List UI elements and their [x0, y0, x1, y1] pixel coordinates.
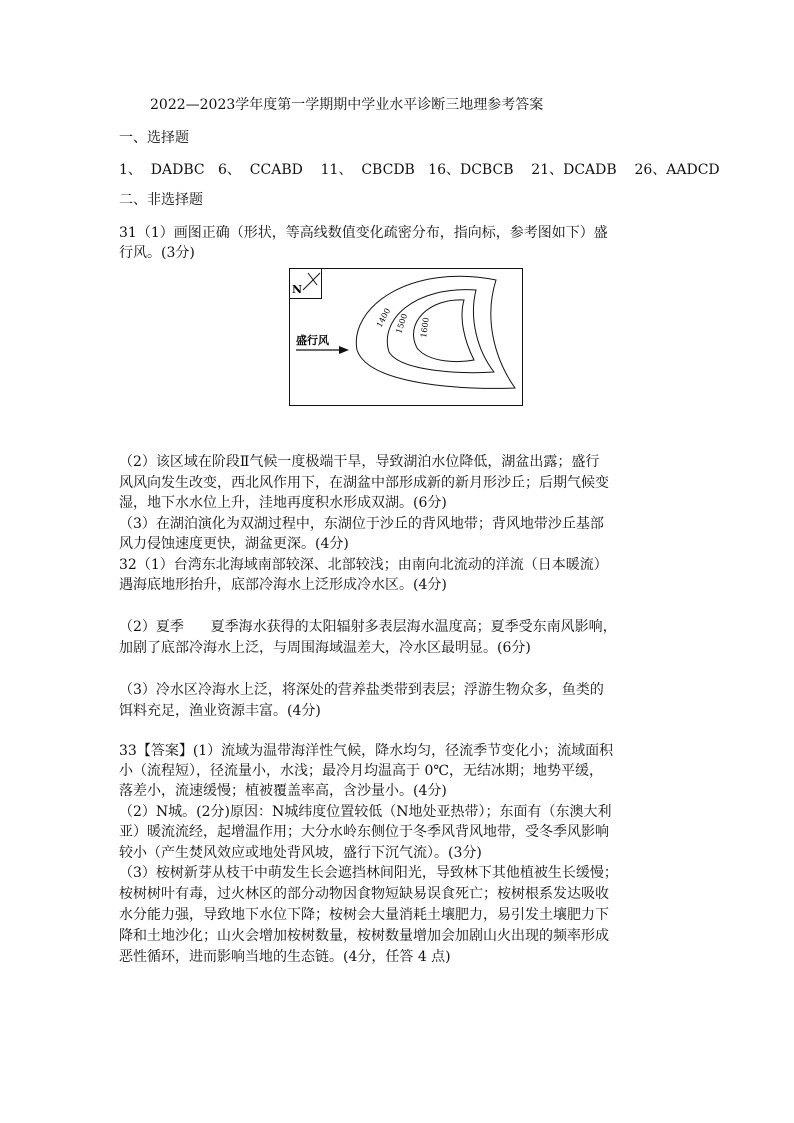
q33-line: 落差小，流速缓慢；植被覆盖率高，含沙量小。(4分) [119, 783, 447, 799]
contour-label-1500: 1500 [394, 312, 410, 335]
choice-answers: 1、 DADBC 6、 CCABD 11、 CBCDB 16、DCBCB 21、DCADB 26、AADCD [119, 162, 720, 178]
q33-line: 恶性循环，进而影响当地的生态链。(4分，任答 4 点) [119, 949, 451, 965]
q33-line: 小（流程短），径流量小，水浅；最冷月均温高于 0℃，无结冰期；地势平缓， [119, 763, 604, 779]
q31-2-line: 风风向发生改变，西北风作用下，在湖盆中部形成新的新月形沙丘；后期气候变 [119, 475, 609, 491]
q33-line: （3）桉树新芽从枝干中萌发生长会遮挡林间阳光，导致林下其他植被生长缓慢； [119, 865, 618, 881]
q33-line: 亚）暖流流经，起增温作用；大分水岭东侧位于冬季风背风地带，受冬季风影响 [119, 824, 609, 840]
q33-line: 桉树树叶有毒，过火林区的部分动物因食物短缺易误食死亡；桉树根系发达吸收 [119, 886, 609, 902]
q32-3-line: 饵料充足，渔业资源丰富。(4分) [119, 703, 321, 719]
q32-2-line: 加剧了底部冷海水上泛，与周围海域温差大，冷水区最明显。(6分) [119, 640, 531, 656]
q32-3-line: （3）冷水区冷海水上泛，将深处的营养盐类带到表层；浮游生物众多，鱼类的 [119, 682, 604, 698]
north-label: N [292, 283, 303, 296]
contour-label-1400: 1400 [374, 306, 393, 329]
q31-1-line: 31（1）画图正确（形状，等高线数值变化疏密分布，指向标，参考图如下）盛 [119, 225, 608, 241]
q31-2-line: （2）该区域在阶段Ⅱ气候一度极端干旱，导致湖泊水位降低，湖盆出露；盛行 [119, 454, 600, 470]
page-title: 2022—2023学年度第一学期期中学业水平诊断三地理参考答案 [150, 97, 544, 113]
q31-3-line: （3）在湖泊演化为双湖过程中，东湖位于沙丘的背风地带；背风地带沙丘基部 [119, 516, 604, 532]
q32-1-line: 32（1）台湾东北海域南部较深、北部较浅；由南向北流动的洋流（日本暖流） [119, 557, 608, 573]
q33-line: 较小（产生焚风效应或地处背风坡，盛行下沉气流）。(3分) [119, 845, 482, 861]
q32-1-line: 遇海底地形抬升，底部冷海水上泛形成冷水区。(4分) [119, 577, 447, 593]
q33-line: 水分能力强，导致地下水位下降；桉树会大量消耗土壤肥力，易引发土壤肥力下 [119, 907, 609, 923]
wind-label: 盛行风 [296, 334, 329, 347]
section-heading-nonchoice: 二、非选择题 [119, 192, 203, 208]
q31-3-line: 风力侵蚀速度更快，湖盆更深。(4分) [119, 536, 349, 552]
q32-2-line: （2）夏季 夏季海水获得的太阳辐射多表层海水温度高；夏季受东南风影响， [119, 619, 617, 635]
section-heading-choice: 一、选择题 [119, 130, 189, 146]
contour-label-1600: 1600 [419, 316, 431, 339]
q31-2-line: 湿，地下水水位上升，洼地再度积水形成双湖。(6分) [119, 495, 447, 511]
contour-diagram [289, 268, 523, 406]
q31-1-line: 行风。(3分) [119, 245, 195, 261]
q33-line: （2）N城。(2分)原因：N城纬度位置较低（N地处亚热带）；东面有（东澳大利 [119, 804, 612, 820]
q33-line: 降和土地沙化；山火会增加桉树数量，桉树数量增加会加剧山火出现的频率形成 [119, 928, 609, 944]
q33-line: 33【答案】(1）流域为温带海洋性气候，降水均匀，径流季节变化小；流域面积 [119, 743, 614, 759]
